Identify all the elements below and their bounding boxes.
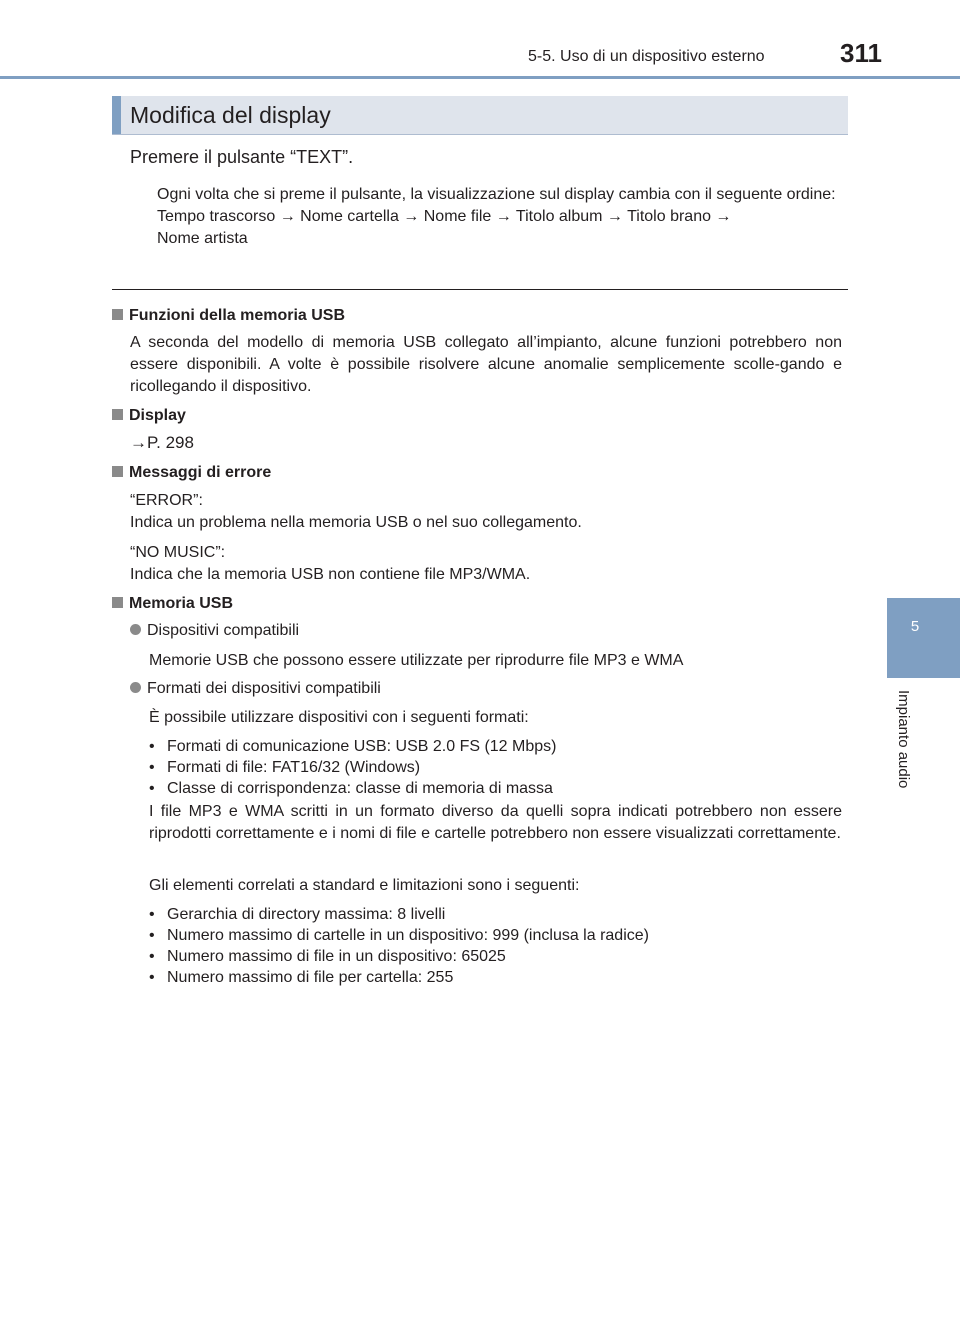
list-item: • Numero massimo di file in un dispositivo: 65025 — [149, 946, 649, 967]
formats-note: I file MP3 e WMA scritti in un formato diverso da quelli sopra indicati potrebbero non essere riprodotti correttamente e i nomi di file e cartelle potrebbero non essere visualizzati correttamente. — [149, 803, 842, 842]
heading-errors-text: Messaggi di errore — [129, 464, 272, 481]
limits-list — [149, 904, 649, 988]
circle-bullet-icon — [130, 624, 141, 635]
step-note — [157, 184, 845, 250]
square-bullet-icon — [112, 309, 123, 320]
list-item: • Numero massimo di cartelle in un dispositivo: 999 (inclusa la radice) — [149, 925, 649, 946]
error-text: Indica un problema nella memoria USB o nel suo collegamento. — [130, 514, 582, 531]
list-item: • Numero massimo di file per cartella: 255 — [149, 967, 649, 988]
formats-heading — [130, 678, 381, 700]
heading-usb-functions-text: Funzioni della memoria USB — [129, 307, 346, 324]
section-divider — [112, 289, 848, 290]
header-rule — [0, 76, 960, 79]
note-line-3: Nome artista — [157, 230, 248, 247]
section-title-bar — [112, 96, 848, 135]
square-bullet-icon — [112, 466, 123, 477]
list-item: • Gerarchia di directory massima: 8 livelli — [149, 904, 649, 925]
running-header: 5-5. Uso di un dispositivo esterno — [528, 48, 765, 65]
section-title: Modifica del display — [130, 102, 331, 128]
usb-functions-body: A seconda del modello di memoria USB collegato all’impianto, alcune funzioni potrebbero non essere disponibili. A volte è possibile risolvere alcune anomalie semplicemente scolle-gando e ricollegando il dispositivo. — [130, 334, 842, 395]
page-number: 311 — [840, 38, 882, 68]
heading-display-text: Display — [129, 407, 186, 424]
note-line-2: Tempo trascorso → Nome cartella → Nome file → Titolo album → Titolo brano → — [157, 208, 732, 225]
heading-display — [112, 405, 186, 427]
chapter-number: 5 — [910, 618, 920, 635]
note-line-1: Ogni volta che si preme il pulsante, la visualizzazione sul display cambia con il seguente ordine: — [157, 186, 836, 203]
error-code: “ERROR”: — [130, 492, 203, 509]
square-bullet-icon — [112, 597, 123, 608]
chapter-label-text: Impianto audio — [895, 690, 912, 789]
heading-usb-memory-text: Memoria USB — [129, 595, 234, 612]
compatible-heading — [130, 620, 299, 642]
heading-usb-memory — [112, 593, 233, 615]
formats-list — [149, 736, 556, 799]
formats-intro: È possibile utilizzare dispositivi con i seguenti formati: — [149, 709, 529, 726]
display-page-ref: →P. 298 — [130, 433, 194, 452]
list-item: • Classe di corrispondenza: classe di memoria di massa — [149, 778, 556, 799]
limits-intro: Gli elementi correlati a standard e limitazioni sono i seguenti: — [149, 877, 580, 894]
list-item: • Formati di file: FAT16/32 (Windows) — [149, 757, 556, 778]
nomusic-text: Indica che la memoria USB non contiene file MP3/WMA. — [130, 566, 531, 583]
heading-errors — [112, 462, 271, 484]
title-accent — [112, 96, 121, 134]
formats-heading-text: Formati dei dispositivi compatibili — [147, 680, 381, 697]
heading-usb-functions — [112, 305, 345, 327]
circle-bullet-icon — [130, 682, 141, 693]
list-item: • Formati di comunicazione USB: USB 2.0 FS (12 Mbps) — [149, 736, 556, 757]
nomusic-code: “NO MUSIC”: — [130, 544, 226, 561]
compatible-heading-text: Dispositivi compatibili — [147, 622, 300, 639]
compatible-text: Memorie USB che possono essere utilizzate per riprodurre file MP3 e WMA — [149, 652, 684, 669]
step-instruction: Premere il pulsante “TEXT”. — [130, 147, 354, 167]
square-bullet-icon — [112, 409, 123, 420]
chapter-label — [895, 690, 923, 810]
chapter-tab — [887, 598, 960, 678]
